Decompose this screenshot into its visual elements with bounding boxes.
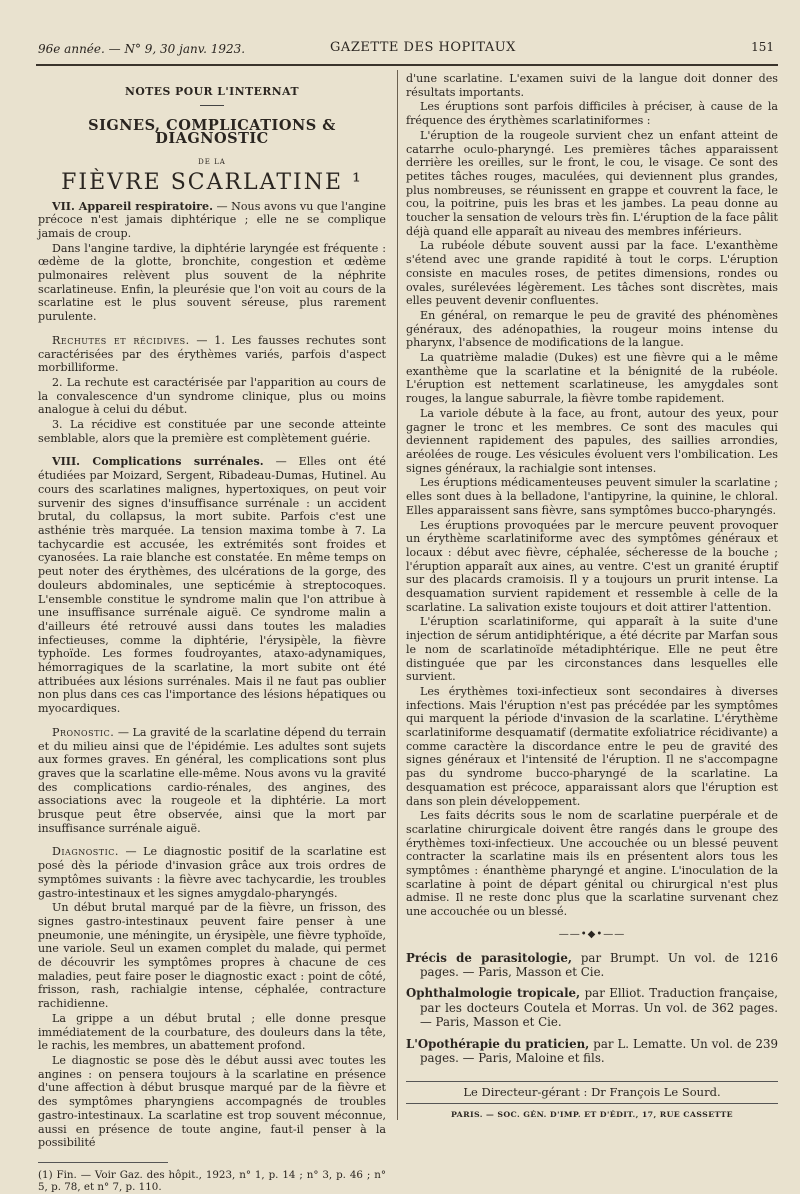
page-header — [38, 38, 778, 60]
right-column — [406, 72, 779, 1120]
article-title-connector: DE LA — [198, 158, 226, 167]
paragraph: La quatrième maladie (Dukes) est une fièvre qui a le même exanthème que la scarlatine et la bénignité de la rubéole. L'éruption est nettement scarlatineuse, les amygdales sont rouges, la langue saburrale, la fièvre tombe rapidement. — [406, 351, 778, 406]
paragraph: Les éruptions provoquées par le mercure peuvent provoquer un érythème scarlatiniforme avec des symptômes généraux et locaux : début avec fièvre, céphalée, sécheresse de la bouche ; l'éruption apparaît aux aines, au ventre. C'est un granité éruptif sur des placards cramoisis. Il y a toujours un prurit intense. La desquamation survient rapidement et ressemble à celle de la scarlatine. La salivation existe toujours et doit attirer l'attention. — [406, 518, 778, 614]
paragraph: Diagnostic. — Le diagnostic positif de la scarlatine est posé dès la période d'invasion grâce aux trois ordres de symptômes suivants : la fièvre avec tachycardie, les troubles gastro-intestinaux et les signes amygdalo-pharyngés. — [38, 845, 386, 900]
paragraph: Dans l'angine tardive, la diphtérie laryngée est fréquente : œdème de la glotte, bronchite, congestion et œdème pulmonaires relèvent plus souvent de la néphrite scarlatineuse. Enfin, la pleurésie que l'on voit au cours de la scarlatine est le plus souvent séreuse, plus rarement purulente. — [38, 241, 386, 324]
paragraph: Pronostic. — La gravité de la scarlatine dépend du terrain et du milieu ainsi que de l'épidémie. Les adultes sont sujets aux formes graves. En général, les complications sont plus graves que la scarlatine elle-même. Nous avons vu la gravité des complications cardio-rénales, des angines, des associations avec la rougeole et la diphtérie. La mort brusque peut être observée, ainsi que la mort par insuffisance surrénale aiguë. — [38, 725, 386, 835]
printer-imprint: PARIS. — SOC. GÉN. D'IMP. ET D'ÉDIT., 17, RUE CASSETTE — [450, 1110, 734, 1120]
article-title-main: FIÈVRE SCARLATINE ¹ — [61, 169, 363, 195]
footnote-rule — [38, 1162, 168, 1163]
book-notice: L'Opothérapie du praticien, par L. Lematte. Un vol. de 239 pages. — Paris, Maloine et fils. — [406, 1036, 778, 1066]
paragraph: Les éruptions sont parfois difficiles à préciser, à cause de la fréquence des érythèmes scarlatiniformes : — [406, 100, 778, 128]
column-divider — [397, 70, 398, 1120]
paragraph: Les érythèmes toxi-infectieux sont secondaires à diverses infections. Mais l'éruption n'est pas précédée par les symptômes qui marquent la période d'invasion de la scarlatine. L'érythème scarlatiniforme desquamatif (dermatite exfoliatrice récidivante) a comme caractère la discordance entre le peu de gravité des signes généraux et l'intensité de l'éruption. Il ne s'accompagne pas du syndrome bucco-pharyngé de la scarlatine. La desquamation est précoce, apparaissant alors que l'éruption est dans son plein développement. — [406, 684, 778, 808]
article-title: SIGNES, COMPLICATIONS & DIAGNOSTIC — [88, 116, 336, 148]
left-column — [38, 72, 386, 1194]
paragraph: Rechutes et récidives. — 1. Les fausses rechutes sont caractérisées par des érythèmes variés, parfois d'aspect morbilliforme. — [38, 333, 386, 375]
paragraph: La variole débute à la face, au front, autour des yeux, pour gagner le tronc et les membres. Ce sont des macules qui deviennent rapidement des papules, des saillies arrondies, aréolées de rouge. Les vésicules évoluent vers l'ombilication. Les signes généraux, la rachialgie sont intenses. — [406, 406, 778, 475]
paragraph: En général, on remarque le peu de gravité des phénomènes généraux, des adénopathies, la rougeur moins intense du pharynx, l'absence de modifications de la langue. — [406, 308, 778, 350]
short-rule — [200, 105, 224, 106]
paragraph: La rubéole débute souvent aussi par la face. L'exanthème s'étend avec une grande rapidité à tout le corps. L'éruption consiste en macules roses, de petites dimensions, rondes ou ovales, surélevées légèrement. Les tâches sont discrètes, mais elles peuvent devenir confluentes. — [406, 239, 778, 308]
footnote: (1) Fin. — Voir Gaz. des hôpit., 1923, n° 1, p. 14 ; n° 3, p. 46 ; n° 5, p. 78, et n° 7, p. 110. — [38, 1168, 386, 1194]
journal-title: GAZETTE DES HOPITAUX — [330, 40, 516, 55]
paragraph: d'une scarlatine. L'examen suivi de la langue doit donner des résultats importants. — [406, 72, 778, 99]
director-line: Le Directeur-gérant : Dr François Le Sourd. — [406, 1081, 778, 1104]
paragraph: VII. Appareil respiratoire. — Nous avons vu que l'angine précoce n'est jamais diphtérique ; elle ne se complique jamais de croup. — [38, 199, 386, 240]
page-number: 151 — [751, 40, 774, 54]
paragraph: Le diagnostic se pose dès le début aussi avec toutes les angines : on pensera toujours à la scarlatine en présence d'une affection à début brusque marqué par de la fièvre et des symptômes pharyngiens accompagnés de troubles gastro-intestinaux. La scarlatine est trop souvent méconnue, aussi en présence de toute angine, faut-il penser à la possibilité — [38, 1054, 386, 1150]
paragraph: 3. La récidive est constituée par une seconde atteinte semblable, alors que la première est complètement guérie. — [38, 418, 386, 445]
issue-info: 96e année. — N° 9, 30 janv. 1923. — [38, 42, 246, 56]
paragraph: 2. La rechute est caractérisée par l'apparition au cours de la convalescence d'un syndrome clinique, plus ou moins analogue à celui du début. — [38, 375, 386, 417]
paragraph: L'éruption scarlatiniforme, qui apparaît à la suite d'une injection de sérum antidiphtérique, a été décrite par Marfan sous le nom de scarlatinoïde métadiphtérique. Elle ne peut être distinguée que par les circonstances dans lesquelles elle survient. — [406, 615, 778, 684]
paragraph: VIII. Complications surrénales. — Elles ont été étudiées par Moizard, Sergent, Ribadeau-Dumas, Hutinel. Au cours des scarlatines malignes, hypertoxiques, on peut voir survenir des signes d'insuffisance surrénale : un accident brutal, du collapsus, la mort subite. Parfois c'est une asthénie très marquée. La tension maxima tombe à 7. La tachycardie est accusée, les extrémités sont froides et cyanosées. La raie blanche est constatée. En même temps on peut noter des érythèmes, des ulcérations de la gorge, des douleurs abdominales, une septicémie à streptocoques. L'ensemble constitue le syndrome malin que l'on attribue à une insuffisance surrénale aiguë. Ce syndrome malin a d'ailleurs été retrouvé aussi dans toutes les maladies infectieuses, comme la diphtérie, l'érysipèle, la fièvre typhoïde. Les formes foudroyantes, ataxo-adynamiques, hémorragiques de la scarlatine, la mort subite ont été attribuées aux lésions surrénales. Mais il ne faut pas oublier non plus dans ces cas l'importance des lésions hépatiques ou myocardiques. — [38, 455, 386, 716]
paragraph: La grippe a un début brutal ; elle donne presque immédiatement de la courbature, des douleurs dans la tête, le rachis, les membres, un abattement profond. — [38, 1011, 386, 1053]
section-heading: NOTES POUR L'INTERNAT — [124, 85, 299, 98]
paragraph: Les faits décrits sous le nom de scarlatine puerpérale et de scarlatine chirurgicale doivent être rangés dans le groupe des érythèmes toxi-infectieux. Une accouchée ou un blessé peuvent contracter la scarlatine mais ils en présentent alors tous les symptômes : énanthème pharyngé et angine. L'inoculation de la scarlatine à point de départ génital ou chirurgical n'est plus admise. Il ne reste donc plus que la scarlatine survenant chez une accouchée ou un blessé. — [406, 809, 778, 919]
paragraph: Les éruptions médicamenteuses peuvent simuler la scarlatine ; elles sont dues à la belladone, l'antipyrine, la quinine, le chloral. Elles apparaissent sans fièvre, sans symptômes bucco-pharyngés. — [406, 476, 778, 517]
header-rule — [36, 64, 778, 66]
book-notice: Ophthalmologie tropicale, par Elliot. Traduction française, par les docteurs Coutela et Morras. Un vol. de 362 pages. — Paris, Masson et Cie. — [406, 986, 779, 1030]
book-notice: Précis de parasitologie, par Brumpt. Un vol. de 1216 pages. — Paris, Masson et Cie. — [406, 950, 778, 979]
paragraph: L'éruption de la rougeole survient chez un enfant atteint de catarrhe oculo-pharyngé. Les premières tâches apparaissent derrière les oreilles, sur le front, le cou, le visage. Ce sont des petites tâches rouges, maculées, qui deviennent plus grandes, plus nombreuses, se réunissent en grappe et couvrent la face, le cou, la poitrine, puis les bras et les jambes. La peau donne au toucher la sensation de velours très fin. L'éruption de la face pâlit déjà quand elle apparaît au niveau des membres inférieurs. — [406, 128, 778, 238]
ornament-divider: ——•◆•—— — [558, 928, 626, 940]
paragraph: Un début brutal marqué par de la fièvre, un frisson, des signes gastro-intestinaux peuvent faire penser à une pneumonie, une méningite, un érysipèle, une fièvre typhoïde, une variole. Seul un examen complet du malade, qui permet de découvrir les symptômes propres à chacune de ces maladies, peut faire poser le diagnostic exact : point de côté, frisson, rash, rachialgie intense, céphalée, contracture rachidienne. — [38, 901, 386, 1011]
